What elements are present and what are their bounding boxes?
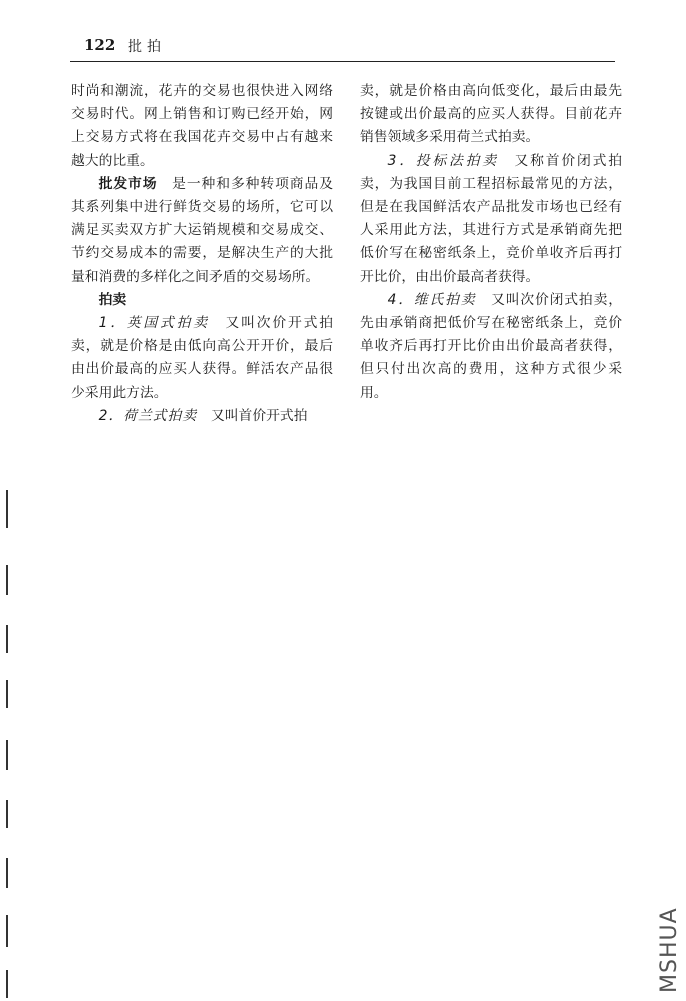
text-dutch-auction: 又叫首价开式拍 [197,407,308,424]
gutter-mark [6,800,8,828]
text-vickrey-auction: 又叫次价闭式拍卖，先由承销商把低价写在秘密纸条上，竞价单收齐后再打开比价由出价最高者获得，但只付出次高的费用，这种方式很少采用。 [360,291,623,401]
left-column [71,80,333,428]
section-heading-auction: 拍卖 [98,291,127,308]
page-number: 122 [84,36,116,54]
text-english-auction: 又叫次价开式拍卖，就是价格是由低向高公开开价，最后由出价最高的应买人获得。鲜活农产品很少采用此方法。 [71,315,333,401]
subhead-english-auction: 1．英国式拍卖 [98,315,210,332]
watermark [654,885,682,995]
subhead-dutch-auction: 2．荷兰式拍卖 [98,407,198,424]
page-header [70,34,615,58]
item-tender-auction [360,150,622,289]
term-wholesale-market: 批发市场 [98,175,158,192]
paragraph-continued: 时尚和潮流，花卉的交易也很快进入网络交易时代。网上销售和订购已经开始，网上交易方式将在我国花卉交易中占有越来越大的比重。 [71,83,333,169]
definition-wholesale-market: 是一种和多种转项商品及其系列集中进行鲜货交易的场所，它可以满足买卖双方扩大运销规模和交易成交、节约交易成本的需要，是解决生产的大批量和消费的多样化之间矛盾的交易场所。 [71,175,334,285]
binding-gutter-marks [6,490,10,1000]
gutter-mark [6,740,8,770]
item-english-auction [71,312,333,405]
header-rule [70,61,615,62]
subhead-vickrey-auction: 4．维氏拍卖 [387,291,477,308]
paragraph-wholesale-market [71,173,333,289]
item-vickrey-auction [360,289,622,405]
watermark-text: MSHUA [657,907,682,993]
paragraph-dutch-continued: 卖，就是价格由高向低变化，最后由最先按键或出价最高的应买人获得。目前花卉销售领域多采用荷兰式拍卖。 [360,83,622,146]
gutter-mark [6,490,8,528]
gutter-mark [6,858,8,888]
gutter-mark [6,565,8,595]
gutter-mark [6,680,8,708]
right-column [360,80,622,405]
running-title: 批拍 [128,39,166,55]
gutter-mark [6,970,8,998]
gutter-mark [6,625,8,653]
gutter-mark [6,915,8,947]
text-tender-auction: 又称首价闭式拍卖，为我国目前工程招标最常见的方法，但是在我国鲜活农产品批发市场也已经有人采用此方法，其进行方式是承销商先把低价写在秘密纸条上，竞价单收齐后再打开比价，由出价最高者获得。 [360,152,622,285]
item-dutch-auction [71,405,333,428]
subhead-tender-auction: 3．投标法拍卖 [387,152,499,169]
